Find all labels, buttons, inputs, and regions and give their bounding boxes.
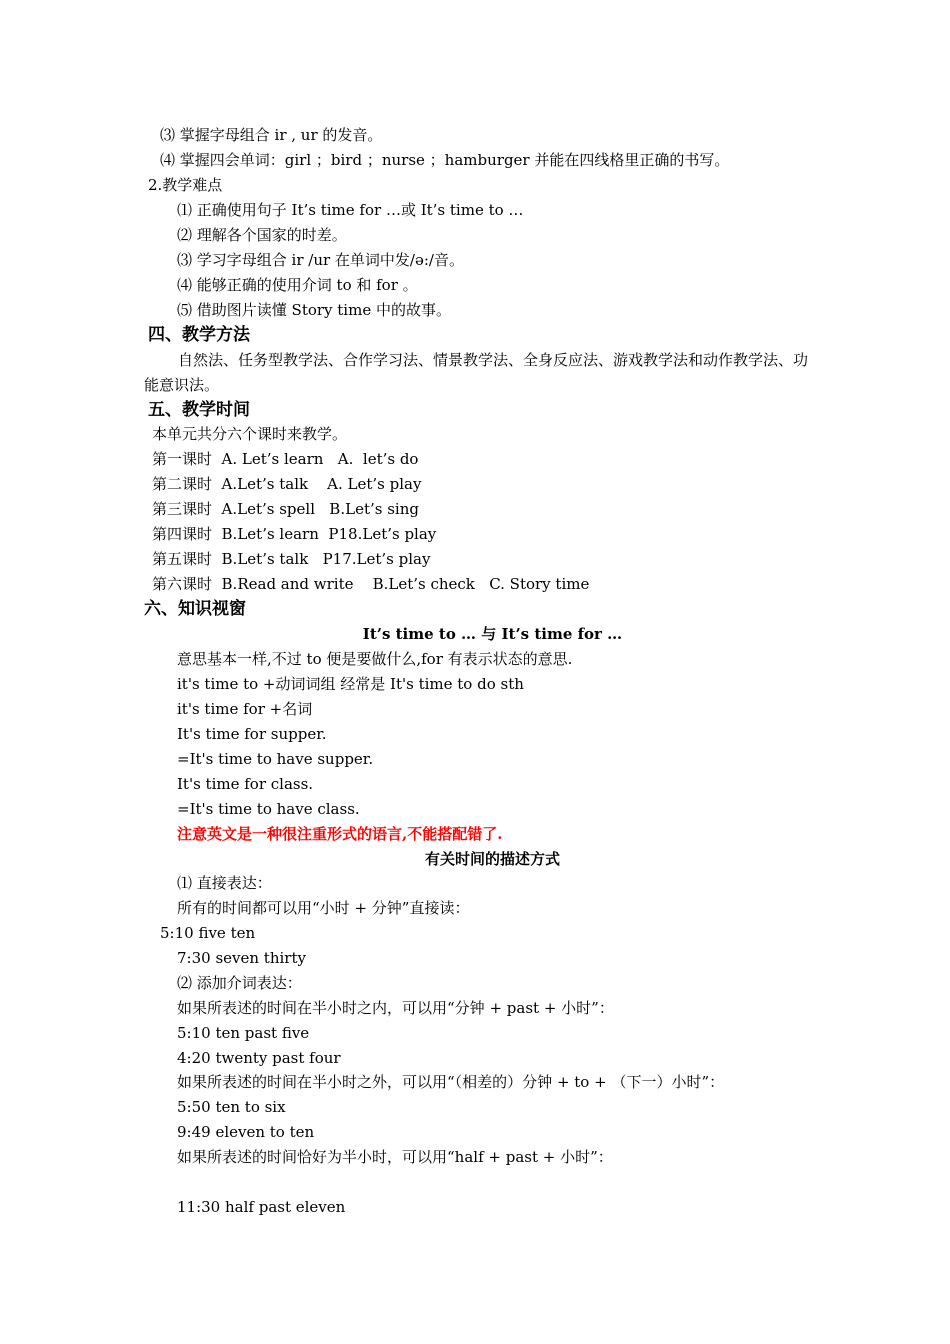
time-example-7: 11:30 half past eleven [177,1198,346,1216]
difficulty-item-3: ⑶ 学习字母组合 ir /ur 在单词中发/ə:/音。 [177,251,464,269]
difficulty-item-2: ⑵ 理解各个国家的时差。 [177,226,347,244]
warning-note: 注意英文是一种很注重形式的语言,不能搭配错了. [177,825,503,843]
difficulty-heading: 2.教学难点 [148,176,223,194]
time-line-2: 如果所表述的时间在半小时之内，可以用“分钟 + past + 小时”： [177,999,614,1017]
period-1: 第一课时 A. Let’s learn A. let’s do [152,450,419,468]
time-line-3: 如果所表述的时间在半小时之外，可以用“（相差的）分钟 + to + （下一）小时”： [177,1073,725,1091]
time-line-1: 所有的时间都可以用“小时 + 分钟”直接读： [177,899,470,917]
section-title-methods: 四、教学方法 [148,325,250,345]
schedule-intro: 本单元共分六个课时来教学。 [152,425,348,443]
time-example-6: 9:49 eleven to ten [177,1123,315,1141]
example-line-2: =It's time to have supper. [177,750,374,768]
time-method-2: ⑵ 添加介词表达： [177,974,302,992]
goal-item-4: ⑷ 掌握四会单词：girl ；bird ；nurse ；hamburger 并能在四线格里正确的书写。 [160,151,730,169]
period-2: 第二课时 A.Let’s talk A. Let’s play [152,475,422,493]
section-title-knowledge: 六、知识视窗 [144,599,246,619]
knowledge-line-2: it's time to +动词词组 经常是 It's time to do sth [177,675,524,693]
subtitle-time-expressions: 有关时间的描述方式 [424,850,560,868]
time-example-2: 7:30 seven thirty [177,949,306,967]
period-4: 第四课时 B.Let’s learn P18.Let’s play [152,525,437,543]
period-5: 第五课时 B.Let’s talk P17.Let’s play [152,550,431,568]
time-example-1: 5:10 five ten [160,924,256,942]
time-method-1: ⑴ 直接表达： [177,874,272,892]
example-line-4: =It's time to have class. [177,800,360,818]
time-example-4: 4:20 twenty past four [177,1049,341,1067]
knowledge-line-1: 意思基本一样,不过 to 便是要做什么,for 有表示状态的意思. [177,650,573,668]
example-line-3: It's time for class. [177,775,314,793]
section-title-schedule: 五、教学时间 [148,400,250,420]
difficulty-item-1: ⑴ 正确使用句子 It’s time for …或 It’s time to … [177,201,524,219]
example-line-1: It's time for supper. [177,725,327,743]
time-line-4: 如果所表述的时间恰好为半小时，可以用“half + past + 小时”： [177,1148,613,1166]
period-3: 第三课时 A.Let’s spell B.Let’s sing [152,500,419,518]
difficulty-item-5: ⑸ 借助图片读懂 Story time 中的故事。 [177,301,451,319]
knowledge-line-3: it's time for +名词 [177,700,313,718]
time-example-3: 5:10 ten past five [177,1024,310,1042]
subtitle-time-to-for: It’s time to … 与 It’s time for … [362,625,623,643]
difficulty-item-4: ⑷ 能够正确的使用介词 to 和 for 。 [177,276,418,294]
period-6: 第六课时 B.Read and write B.Let’s check C. Story time [152,575,590,593]
goal-item-3: ⑶ 掌握字母组合 ir , ur 的发音。 [160,126,383,144]
time-example-5: 5:50 ten to six [177,1098,286,1116]
methods-text: 自然法、任务型教学法、合作学习法、情景教学法、全身反应法、游戏教学法和动作教学法、功能意识法。 [144,351,809,394]
